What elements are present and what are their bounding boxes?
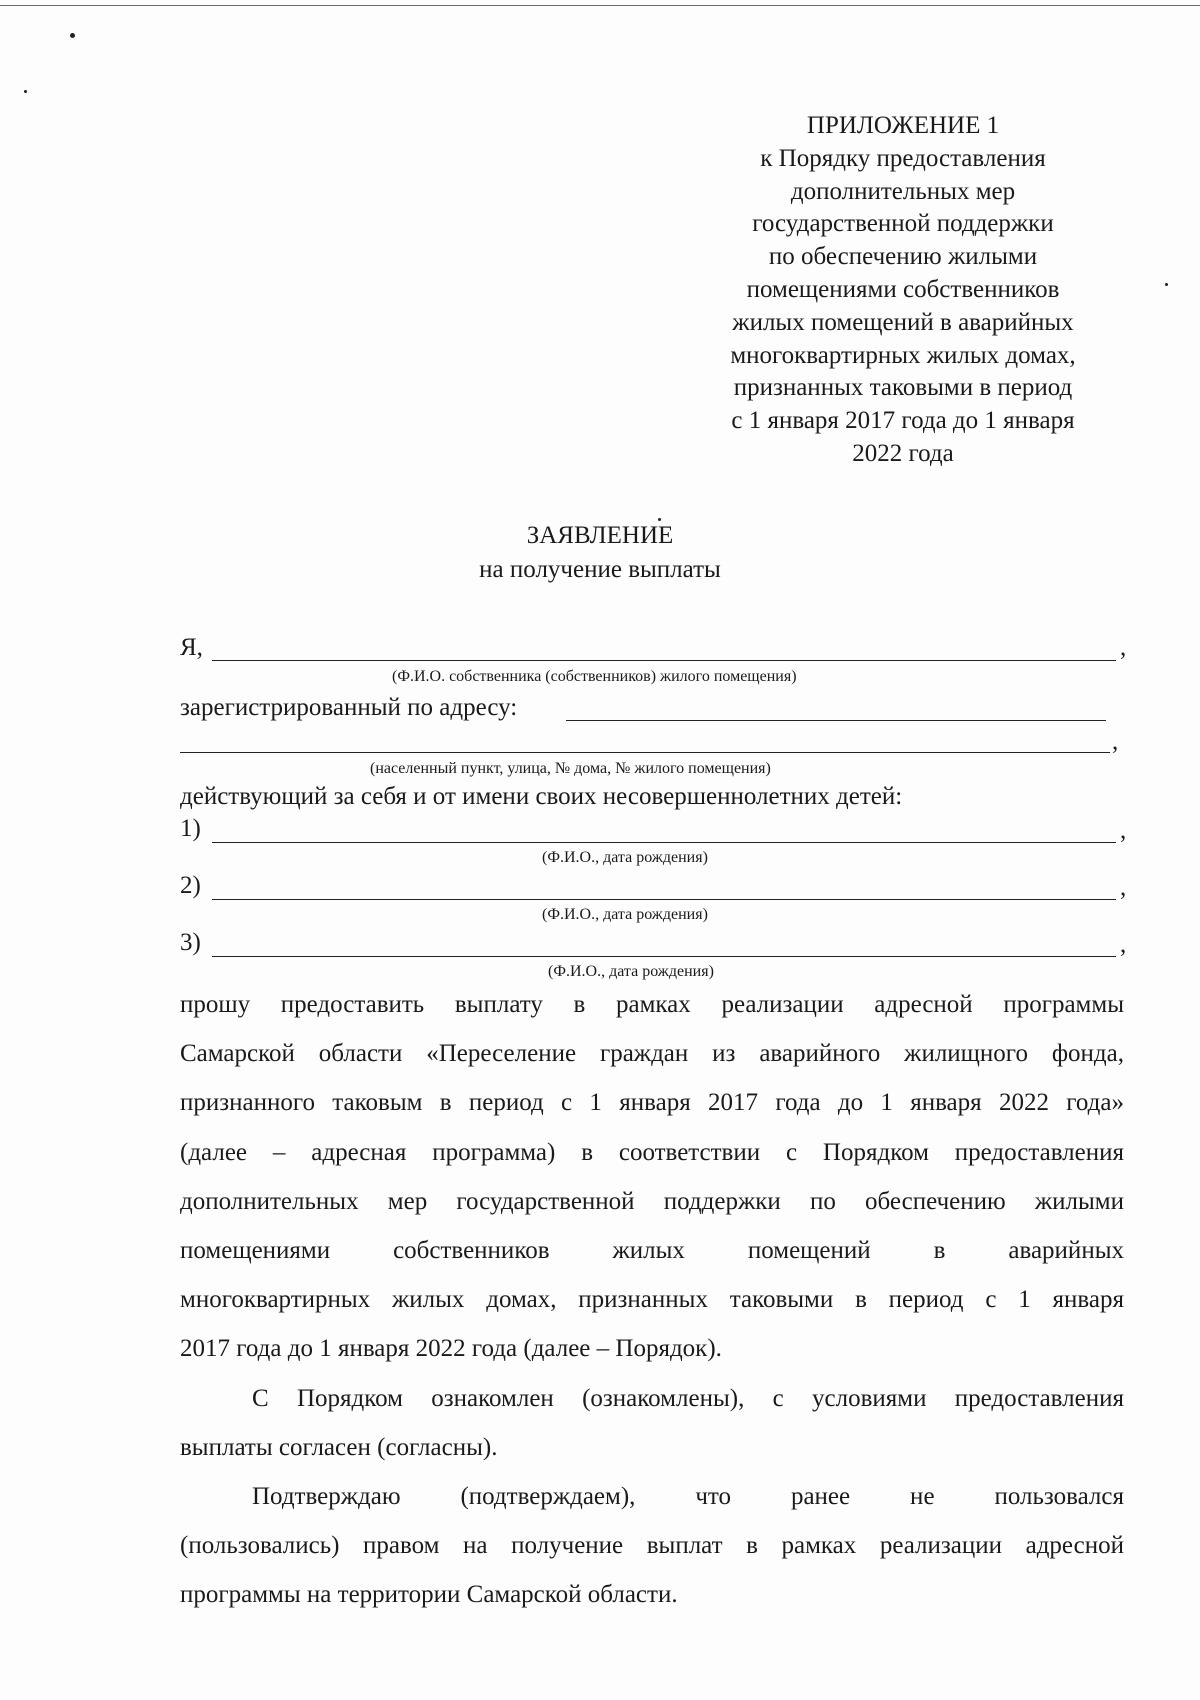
paragraph-line: помещениями собственников жилых помещений в аварийных	[180, 1236, 1124, 1264]
paragraph-line: прошу предоставить выплату в рамках реализации адресной программы	[180, 991, 1124, 1018]
child-1-label: 1)	[180, 815, 201, 842]
child-3-label: 3)	[180, 929, 201, 956]
owner-name-field[interactable]	[212, 660, 1116, 661]
appendix-line: государственной поддержки	[752, 210, 1054, 238]
appendix-line: по обеспечению жилыми	[768, 243, 1038, 271]
appendix-line: к Порядку предоставления	[760, 144, 1046, 172]
paragraph-line: дополнительных мер государственной поддержки по обеспечению жилыми	[180, 1187, 1124, 1215]
paragraph-line: многоквартирных жилых домах, признанных таковыми в период с 1 января	[180, 1286, 1124, 1314]
scan-speck	[658, 518, 661, 521]
appendix-line: 2022 года	[852, 439, 954, 467]
request-paragraph	[180, 980, 1124, 1374]
paragraph-line: Самарской области «Переселение граждан из аварийного жилищного фонда,	[180, 1040, 1124, 1068]
appendix-line: многоквартирных жилых домах,	[730, 341, 1076, 369]
child-3-comma: ,	[1120, 931, 1127, 958]
child-2-label: 2)	[180, 872, 201, 899]
owner-caption: (Ф.И.О. собственника (собственников) жилого помещения)	[392, 668, 797, 685]
scan-edge-line	[0, 5, 1200, 6]
appendix-line: признанных таковыми в период	[733, 374, 1073, 402]
acknowledgement-paragraph	[180, 1374, 1124, 1472]
appendix-line: помещениями собственников	[746, 275, 1060, 303]
paragraph-line: признанного таковым в период с 1 января 2017 года до 1 января 2022 года»	[180, 1089, 1124, 1117]
paragraph-line: (пользовались) правом на получение выплат в рамках реализации адресной	[180, 1532, 1124, 1560]
appendix-heading: ПРИЛОЖЕНИЕ 1	[806, 112, 1000, 139]
appendix-line: с 1 января 2017 года до 1 января	[731, 407, 1075, 435]
address-field-2[interactable]	[180, 752, 1110, 753]
paragraph-line: С Порядком ознакомлен (ознакомлены), с условиями предоставления	[252, 1385, 1124, 1412]
scan-speck	[1165, 283, 1168, 286]
address-caption: (населенный пункт, улица, № дома, № жилого помещения)	[370, 760, 771, 777]
child-1-comma: ,	[1120, 817, 1127, 844]
paragraph-line: 2017 года до 1 января 2022 года (далее – Порядок).	[180, 1335, 722, 1363]
paragraph-line: (далее – адресная программа) в соответствии с Порядком предоставления	[180, 1138, 1124, 1166]
address-field-1[interactable]	[566, 720, 1106, 721]
child-3-field[interactable]	[212, 956, 1116, 957]
address-label: зарегистрированный по адресу:	[180, 694, 518, 721]
document-title: ЗАЯВЛЕНИЕ	[526, 522, 674, 549]
appendix-line: жилых помещений в аварийных	[732, 308, 1074, 336]
appendix-block	[688, 110, 1118, 471]
child-3-caption: (Ф.И.О., дата рождения)	[548, 963, 714, 980]
child-2-caption: (Ф.И.О., дата рождения)	[542, 906, 708, 923]
document-subtitle: на получение выплаты	[479, 556, 721, 583]
acting-text: действующий за себя и от имени своих несовершеннолетних детей:	[180, 783, 903, 810]
owner-label: Я,	[180, 634, 203, 661]
address-comma: ,	[1112, 728, 1119, 755]
child-1-field[interactable]	[212, 842, 1116, 843]
paragraph-line: Подтверждаю (подтверждаем), что ранее не пользовался	[252, 1483, 1124, 1510]
paragraph-line: программы на территории Самарской области.	[180, 1581, 678, 1609]
appendix-line: дополнительных мер	[790, 177, 1016, 205]
scan-speck	[70, 33, 75, 38]
paragraph-line: выплаты согласен (согласны).	[180, 1434, 498, 1462]
confirmation-paragraph	[180, 1472, 1124, 1620]
child-2-comma: ,	[1120, 874, 1127, 901]
child-1-caption: (Ф.И.О., дата рождения)	[542, 849, 708, 866]
scan-speck	[24, 90, 27, 93]
owner-comma: ,	[1120, 634, 1127, 661]
child-2-field[interactable]	[212, 899, 1116, 900]
